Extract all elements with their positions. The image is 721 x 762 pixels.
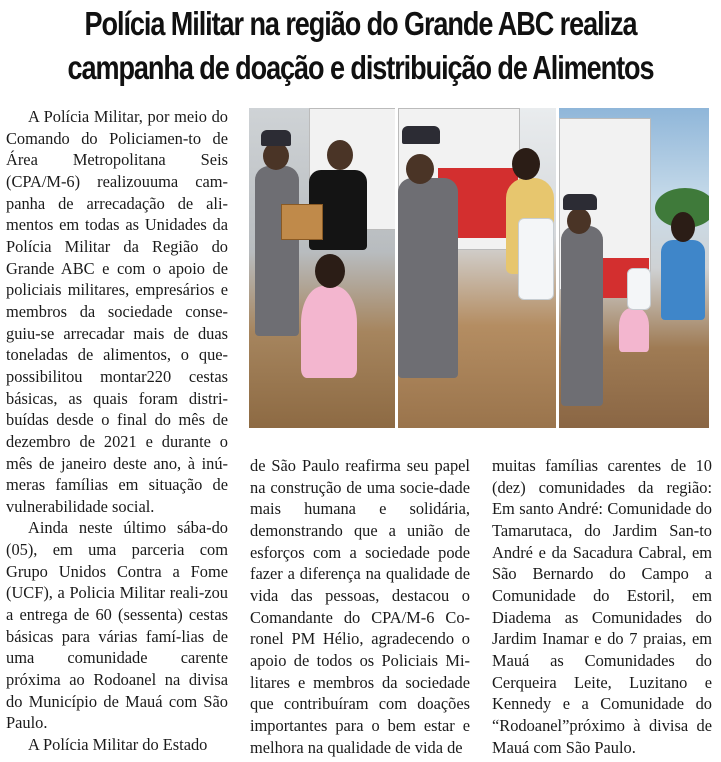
photo-strip (249, 108, 709, 428)
photo-police-delivering-box (249, 108, 395, 428)
headline-line-2: campanha de doação e distribuição de Alimentos (67, 49, 654, 86)
article-column-2 (250, 455, 470, 758)
photo-police-delivering-bag (398, 108, 556, 428)
article-column-3 (492, 455, 712, 758)
article-headline (65, 2, 656, 90)
paragraph: de São Paulo reafirma seu papel na construção de uma socie-dade mais humana e solidária, demonstrando que a união de esforços com a sociedade pode fazer a diferença na qualidade de vida das pessoas, destacou o Comandante do CPA/M-6 Co-ronel PM Hélio, agradecendo o apoio de todos os Policiais Mi-litares e membros da sociedade que contribuíram com doações importantes para o bem estar e melhora na qualidade de vida de (250, 456, 470, 757)
article-column-1 (6, 106, 228, 756)
paragraph: muitas famílias carentes de 10 (dez) comunidades da região: Em santo André: Comunidade do Tamarutaca, do Jardim San-to André e da Sacadura Cabral, em São Bernardo do Campo a Comunidade do Estoril, em Diadema as Comunidades do Jardim Inamar e do 7 praias, em Mauá as Comunidades do Cerqueira Leite, Luzitano e Kennedy e a Comunidade do “Rodoanel”próximo à divisa de Mauá com São Paulo. (492, 456, 712, 757)
paragraph: A Polícia Militar, por meio do Comando do Policiamen-to de Área Metropolitana Seis (CPA/M-6) realizouuma cam-panha de arrecadação de ali-mentos em todas as Unidades da Polícia Militar da Região do Grande ABC e com o apoio de policiais militares, empresários e membros da sociedade conse-guiu-se arrecadar mais de duas toneladas de alimentos, o que-possibilitou montar220 cestas básicas, as quais foram distri-buídas desde o final do mês de dezembro de 2021 e durante o mês de janeiro deste ano, à inú-meras famílias em situação de vulnerabilidade social. (6, 107, 228, 516)
paragraph: A Polícia Militar do Estado (28, 735, 208, 755)
headline-line-1: Polícia Militar na região do Grande ABC realiza (84, 5, 637, 42)
photo-police-handing-bag (559, 108, 709, 428)
paragraph: Ainda neste último sába-do (05), em uma parceria com Grupo Unidos Contra a Fome (UCF), a Policia Militar reali-zou a entrega de 60 (sessenta) cestas básicas para várias famí-lias de uma comunidade carente próxima ao Rodoanel na divisa do Município de Mauá com São Paulo. (6, 518, 228, 733)
